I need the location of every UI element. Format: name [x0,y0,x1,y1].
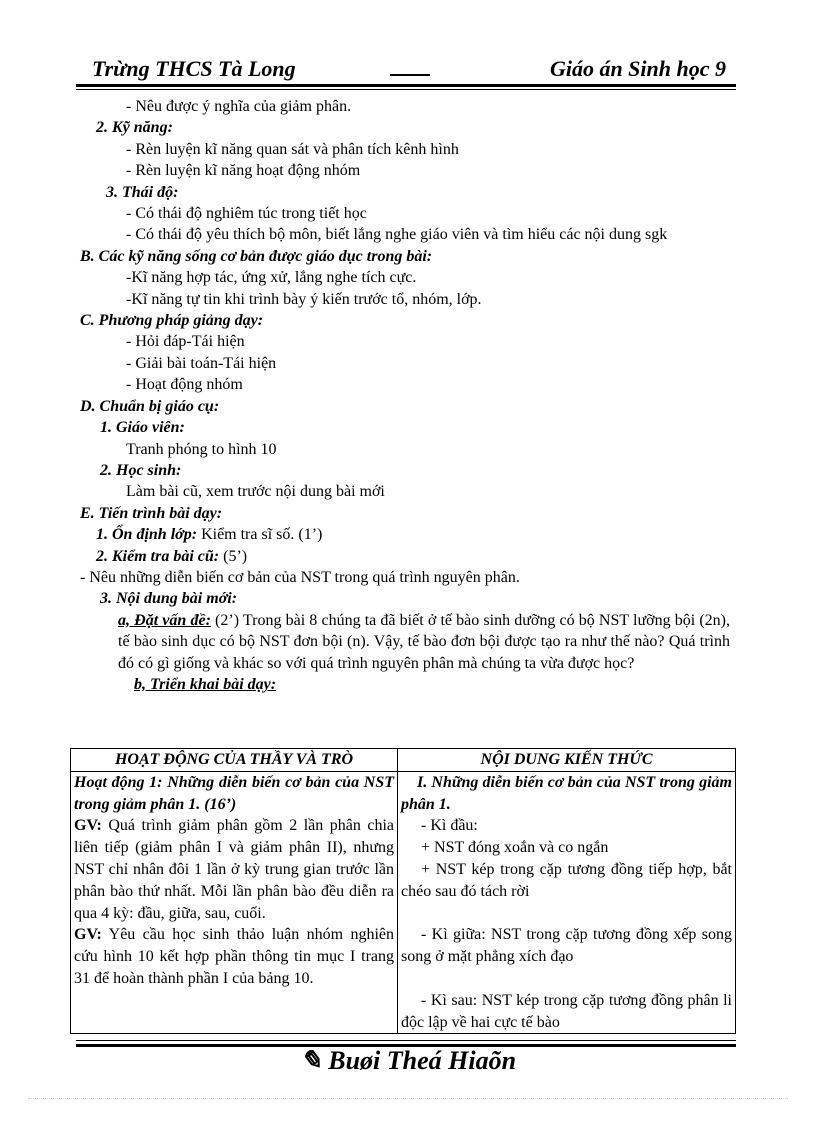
sub-heading: 3. Nội dung bài mới: [100,590,238,608]
header-separator [390,74,430,76]
lesson-content [80,96,740,695]
sub-heading: 1. Ổn định lớp: [96,526,198,544]
text-line: - Rèn luyện kĩ năng hoạt động nhóm [126,162,361,180]
sub-heading: a, Đặt vấn đề: [118,611,211,629]
text-line [80,524,740,545]
activity-text-content: Quá trình giảm phân gồm 2 lần phân chia liên tiếp (giảm phân I và giảm phân II), nhưng NST chỉ nhân đôi 1 lần ở kỳ trung gian trước lần phân bào thứ nhất. Mỗi lần phân bào đều diễn ra qua 4 kỳ: đầu, giữa, sau, cuối. [74,817,394,922]
table-header-row [71,749,736,772]
page-header [76,52,736,82]
text-line: - Giải bài toán-Tái hiện [126,354,277,372]
sub-heading: 2. Học sinh: [100,461,182,479]
inline-text: (2’) Trong bài 8 chúng ta đã biết ở tế bào sinh dưỡng có bộ NST lưỡng bội (2n), tế bào sinh dục có bộ NST đơn bội (n). Vậy, tế bào đơn bội được tạo ra như thế nào? Quá trình đó có gì giống và khác so với quá trình nguyên phân mà chúng ta vừa được học? [118,611,731,672]
text-paragraph: - Có thái độ yêu thích bộ môn, biết lắng nghe giáo viên và tìm hiểu các nội dung sgk [126,226,668,244]
sub-heading: b, Triển khai bài dạy: [134,675,277,693]
table-row [71,771,736,1034]
text-paragraph [80,610,740,674]
lesson-table [70,748,736,1034]
inline-text: (5’) [219,547,248,565]
content-line: - Kì giữa: NST trong cặp tương đồng xếp song song ở mặt phẳng xích đạo [401,926,732,966]
table-header-content: NỘI DUNG KIẾN THỨC [398,749,736,772]
activity-cell [71,771,398,1034]
text-line: Tranh phóng to hình 10 [126,440,277,458]
school-name: Trừng THCS Tà Long [92,56,296,81]
activity-text-content: Yêu cầu học sinh thảo luận nhóm nghiên cứu hình 10 kết hợp phần thông tin mục I trang 31 để hoàn thành phần I của bảng 10. [74,926,394,987]
content-title: I. Những diễn biến cơ bản của NST trong giảm phân 1. [401,773,732,813]
content-line: - Kì đầu: [421,817,478,835]
content-cell [398,771,736,1034]
text-line: -Kĩ năng hợp tác, ứng xử, lắng nghe tích cực. [126,269,417,287]
text-line: Làm bài cũ, xem trước nội dung bài mới [126,483,385,501]
content-line: + NST kép trong cặp tương đồng tiếp hợp, bắt chéo sau đó tách rời [401,860,732,900]
author-signature: ✎ Buøi Theá Hiaõn [299,1046,517,1075]
page-edge-divider [28,1098,788,1099]
gv-label: GV: [74,817,102,835]
text-line: - Nêu được ý nghĩa của giảm phân. [126,98,352,115]
section-heading: 2. Kỹ năng: [96,119,173,137]
header-rule [76,84,736,87]
inline-text: Kiểm tra sĩ số. (1’) [197,526,323,544]
text-line: - Có thái độ nghiêm túc trong tiết học [126,205,367,223]
section-heading: B. Các kỹ năng sống cơ bản được giáo dục trong bài: [80,247,433,265]
text-line [80,546,740,567]
activity-title: Hoạt động 1: Những diễn biến cơ bản của NST trong giảm phân 1. (16’) [74,773,394,813]
text-line: - Rèn luyện kĩ năng quan sát và phân tích kênh hình [126,140,459,158]
content-line: + NST đóng xoắn và co ngắn [421,839,609,857]
activity-text [74,815,394,924]
section-heading: D. Chuẩn bị giáo cụ: [80,397,220,415]
sub-heading: 1. Giáo viên: [100,419,185,437]
content-line: - Kì sau: NST kép trong cặp tương đồng phân li độc lập về hai cực tế bào [401,991,732,1031]
section-heading: 3. Thái độ: [106,183,179,201]
section-heading: C. Phương pháp giảng dạy: [80,312,264,330]
text-line: - Hỏi đáp-Tái hiện [126,333,245,351]
footer-rule-thin [76,1040,736,1041]
subject-title: Giáo án Sinh học 9 [549,56,726,81]
sub-heading: 2. Kiểm tra bài cũ: [96,547,220,565]
activity-text [74,924,394,989]
text-line: - Nêu những diễn biến cơ bản của NST trong quá trình nguyên phân. [80,568,520,586]
gv-label: GV: [74,926,102,944]
text-line: -Kĩ năng tự tin khi trình bày ý kiến trước tổ, nhóm, lớp. [126,290,482,308]
text-line: - Hoạt động nhóm [126,376,243,394]
header-rule-thin [76,89,736,90]
table-header-activity: HOẠT ĐỘNG CỦA THẦY VÀ TRÒ [71,749,398,772]
section-heading: E. Tiến trình bài dạy: [80,504,223,522]
